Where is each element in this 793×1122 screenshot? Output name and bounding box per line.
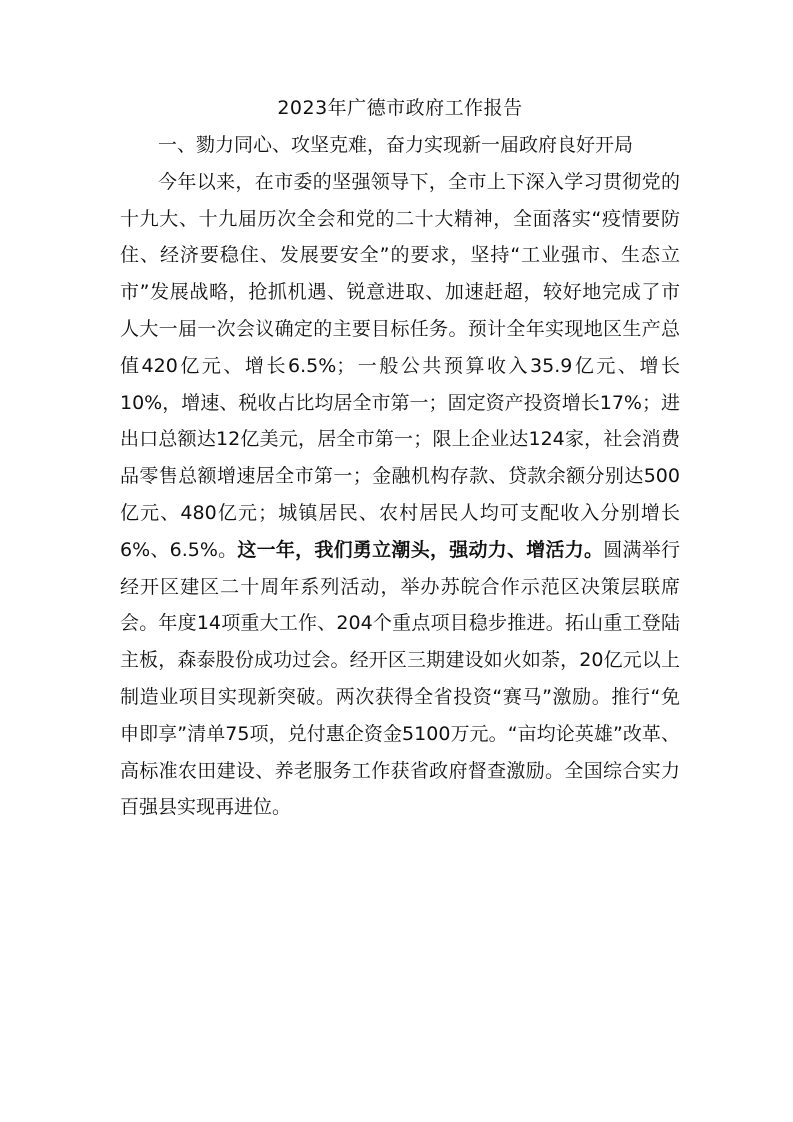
paragraph-text-part1: 今年以来，在市委的坚强领导下，全市上下深入学习贯彻党的十九大、十九届历次全会和党的二十大精神，全面落实“疫情要防住、经济要稳住、发展要安全”的要求，坚持“工业强市、生态立市”发展战略，抢抓机遇、锐意进取、加速赶超，较好地完成了市人大一届一次会议确定的主要目标任务。预计全年实现地区生产总值420亿元、增长6.5%；一般公共预算收入35.9亿元、增长10%，增速、税收占比均居全市第一；固定资产投资增长17%；进出口总额达12亿美元，居全市第一；限上企业达124家，社会消费品零售总额增速居全市第一；金融机构存款、贷款余额分别达500亿元、480亿元；城镇居民、农村居民人均可支配收入分别增长6%、6.5%。 <box>120 170 680 561</box>
body-paragraph <box>120 164 680 826</box>
document-body <box>120 90 680 826</box>
document-title: 2023年广德市政府工作报告 <box>277 97 523 119</box>
paragraph-text-part2: 圆满举行经开区建区二十周年系列活动，举办苏皖合作示范区决策层联席会。年度14项重大工作、204个重点项目稳步推进。拓山重工登陆主板，森泰股份成功过会。经开区三期建设如火如荼，20亿元以上制造业项目实现新突破。两次获得全省投资“赛马”激励。推行“免申即享”清单75项，兑付惠企资金5100万元。“亩均论英雄”改革、高标准农田建设、养老服务工作获省政府督查激励。全国综合实力百强县实现再进位。 <box>120 538 680 819</box>
section-heading: 一、勠力同心、攻坚克难，奋力实现新一届政府良好开局 <box>158 134 634 156</box>
paragraph-emphasis: 这一年，我们勇立潮头，强动力、增活力。 <box>237 538 604 561</box>
